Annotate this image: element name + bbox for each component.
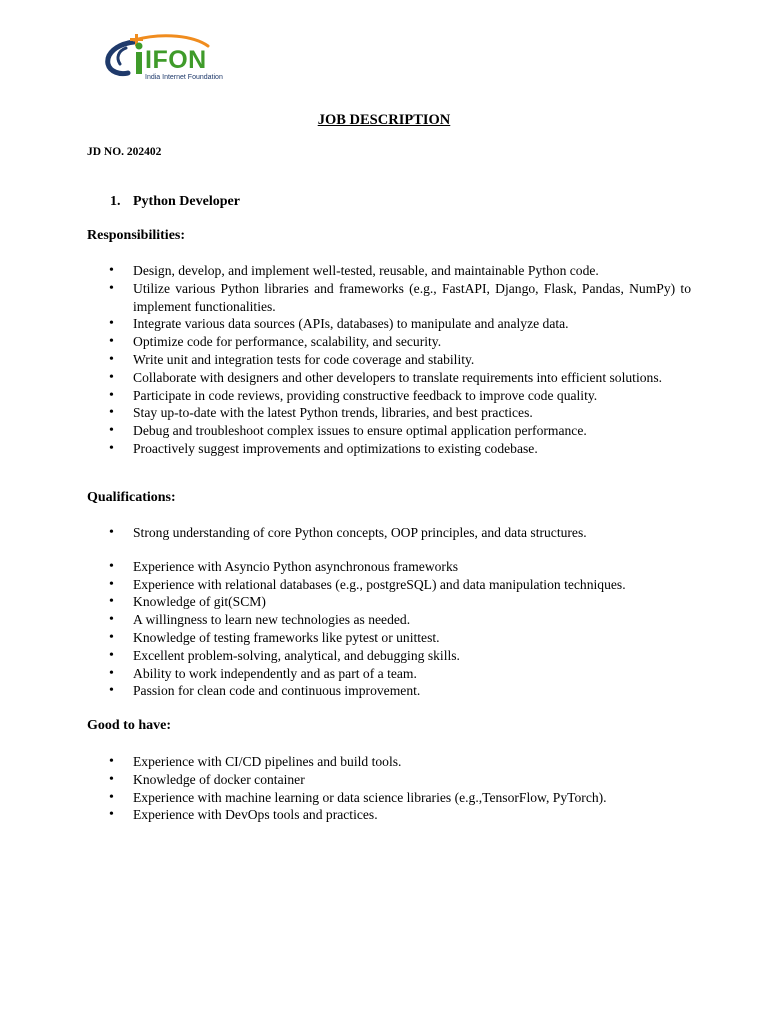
good-to-have-list (109, 753, 691, 824)
jd-number: JD NO. 202402 (87, 146, 162, 158)
responsibilities-heading: Responsibilities: (87, 228, 186, 243)
list-item: • Knowledge of git(SCM) (109, 593, 691, 611)
list-item: • Participate in code reviews, providing constructive feedback to improve code quality. (109, 387, 691, 405)
list-item: • Optimize code for performance, scalability, and security. (109, 333, 691, 351)
list-item: • Experience with Asyncio Python asynchronous frameworks (109, 558, 691, 576)
ifon-logo (104, 30, 254, 88)
responsibilities-list (109, 262, 691, 458)
list-item: • Stay up-to-date with the latest Python trends, libraries, and best practices. (109, 404, 691, 422)
list-item: • Passion for clean code and continuous improvement. (109, 682, 691, 700)
good-to-have-heading: Good to have: (87, 718, 171, 733)
list-item: • Knowledge of docker container (109, 771, 691, 789)
list-item: • Utilize various Python libraries and frameworks (e.g., FastAPI, Django, Flask, Pandas, NumPy) to implement functionalities. (109, 280, 691, 316)
list-item: • Collaborate with designers and other developers to translate requirements into efficient solutions. (109, 369, 691, 387)
logo-brand: IFON (145, 46, 207, 74)
list-item: • Design, develop, and implement well-tested, reusable, and maintainable Python code. (109, 262, 691, 280)
list-item: • Debug and troubleshoot complex issues to ensure optimal application performance. (109, 422, 691, 440)
list-item: • Ability to work independently and as part of a team. (109, 665, 691, 683)
list-item: • Experience with relational databases (e.g., postgreSQL) and data manipulation techniques. (109, 576, 691, 594)
page-title: JOB DESCRIPTION (317, 112, 451, 128)
logo-tagline: India Internet Foundation (145, 74, 223, 81)
list-item: • A willingness to learn new technologies as needed. (109, 611, 691, 629)
role-number: 1. (110, 194, 121, 209)
list-item: • Write unit and integration tests for code coverage and stability. (109, 351, 691, 369)
list-item: • Strong understanding of core Python concepts, OOP principles, and data structures. (109, 524, 691, 542)
role-title: Python Developer (133, 194, 240, 209)
role-heading (110, 194, 240, 210)
list-item: • Experience with machine learning or data science libraries (e.g.,TensorFlow, PyTorch). (109, 789, 691, 807)
list-item: • Excellent problem-solving, analytical, and debugging skills. (109, 647, 691, 665)
list-item: • Integrate various data sources (APIs, databases) to manipulate and analyze data. (109, 315, 691, 333)
list-item: • Proactively suggest improvements and optimizations to existing codebase. (109, 440, 691, 458)
list-item: • Experience with DevOps tools and practices. (109, 806, 691, 824)
list-item: • Experience with CI/CD pipelines and build tools. (109, 753, 691, 771)
qualifications-list (109, 524, 691, 700)
list-item: • Knowledge of testing frameworks like pytest or unittest. (109, 629, 691, 647)
qualifications-heading: Qualifications: (87, 490, 176, 505)
